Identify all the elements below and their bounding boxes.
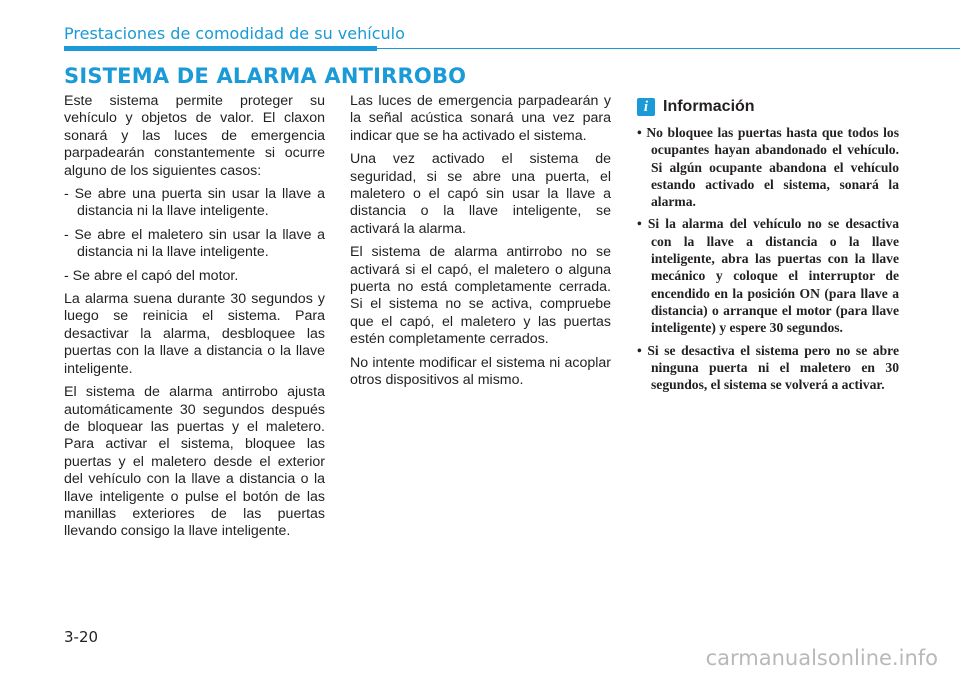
list-item: - Se abre una puerta sin usar la llave a distancia ni la llave inteligente. [64,186,325,220]
information-title: Información [663,98,755,115]
section-title: SISTEMA DE ALARMA ANTIRROBO [64,64,467,88]
information-header [637,96,899,118]
list-item: - Se abre el maletero sin usar la llave a distancia ni la llave inteligente. [64,226,325,261]
header-rule-thin [377,48,960,49]
watermark: carmanualsonline.info [705,646,938,670]
chapter-title: Prestaciones de comodidad de su vehículo [64,24,405,43]
not-activated-paragraph: El sistema de alarma antirrobo no se activará si el capó, el maletero o alguna puerta no está completamente cerrada. Si el sistema no se activa, compruebe que el capó, el maletero y las puertas estén completamente cerrados. [350,244,611,348]
page-number: 3-20 [64,628,99,646]
list-item: • Si la alarma del vehículo no se desactiva con la llave a distancia o la llave inteligente, abra las puertas con la llave mecánico y coloque el interruptor de encendido en la posición ON (para llave a distancia) o arranque el motor (para llave inteligente) y espere 30 segundos. [637,216,899,336]
activation-paragraph: El sistema de alarma antirrobo ajusta automáticamente 30 segundos después de bloquear las puertas y el maletero. Para activar el sistema, bloquee las puertas y el maletero desde el exterior del vehículo con la llave a distancia o la llave inteligente o pulse el botón de las manillas exteriores de las puertas llevando consigo la llave inteligente. [64,384,325,540]
info-icon: i [637,98,655,116]
information-box [637,96,899,398]
hazard-lights-paragraph: Las luces de emergencia parpadearán y la señal acústica sonará una vez para indicar que se ha activado el sistema. [350,93,611,144]
list-item: • No bloquee las puertas hasta que todos los ocupantes hayan abandonado el vehículo. Si algún ocupante abandona el vehículo estando activado el sistema, sonará la alarma. [637,125,899,210]
header-rule-thick [64,46,377,51]
list-item: • Si se desactiva el sistema pero no se abre ninguna puerta ni el maletero en 30 segundos, el sistema se volverá a activar. [637,342,899,393]
text-column-left [64,93,325,547]
list-item: - Se abre el capó del motor. [64,267,239,284]
information-list [637,124,899,393]
alarm-duration-paragraph: La alarma suena durante 30 segundos y luego se reinicia el sistema. Para desactivar la alarma, desbloquee las puertas con la llave a distancia o la llave inteligente. [64,291,325,377]
alarm-cases-list [64,186,325,285]
trigger-paragraph: Una vez activado el sistema de seguridad, si se abre una puerta, el maletero o el capó sin usar la llave a distancia o la llave inteligente, se activará la alarma. [350,151,611,237]
text-column-middle [350,93,611,396]
modification-warning-paragraph: No intente modificar el sistema ni acoplar otros dispositivos al mismo. [350,354,611,389]
intro-paragraph: Este sistema permite proteger su vehículo y objetos de valor. El claxon sonará y las luces de emergencia parpadearán constantemente si ocurre alguno de los siguientes casos: [64,93,325,179]
